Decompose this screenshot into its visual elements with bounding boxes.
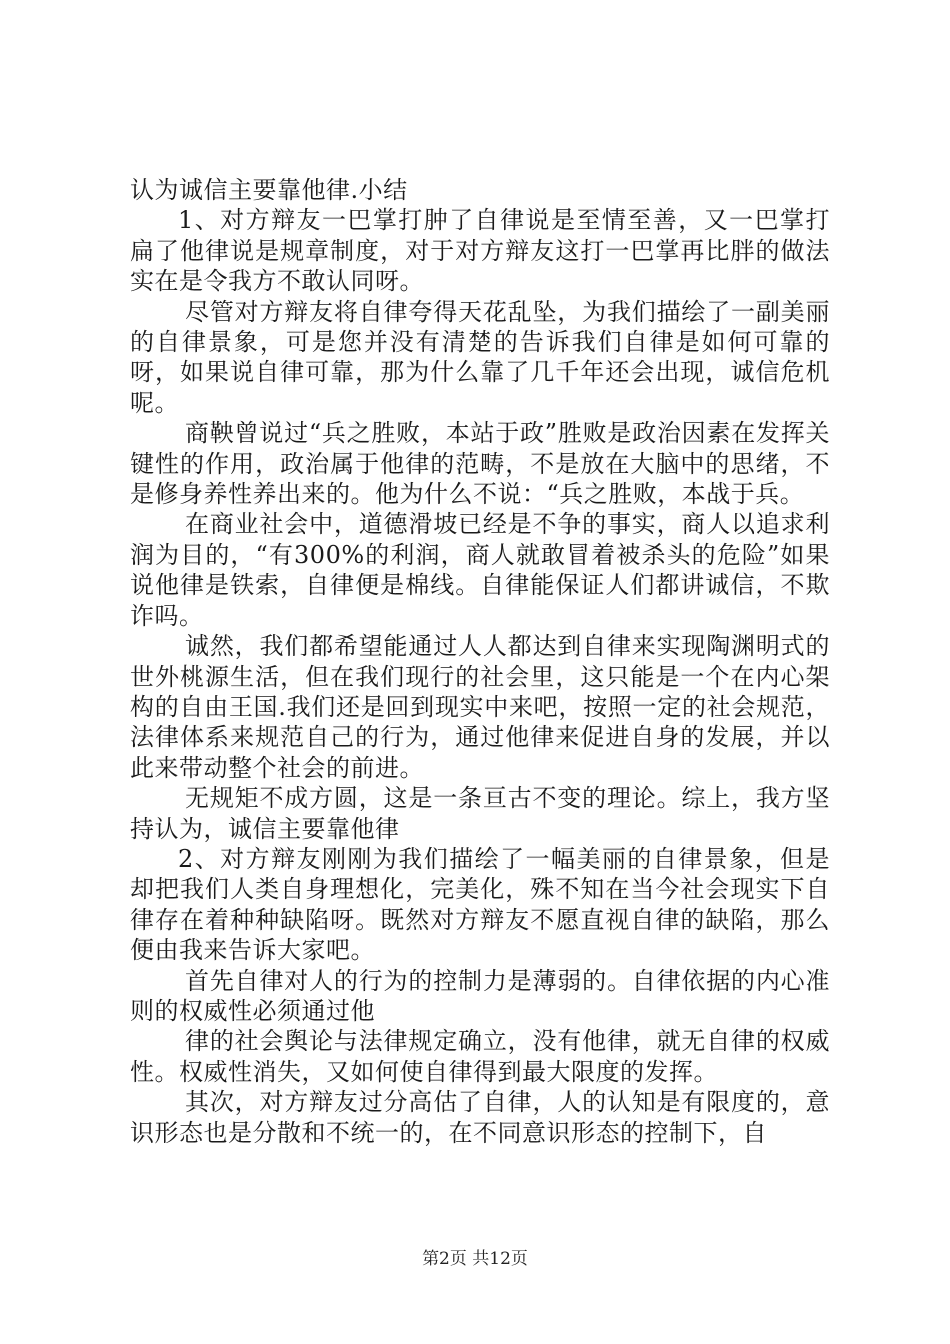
paragraph-1: 认为诚信主要靠他律.小结 <box>130 176 408 204</box>
paragraph-8: 2、对方辩友刚刚为我们描绘了一幅美丽的自律景象，但是却把我们人类自身理想化，完美化，殊不知在当今社会现实下自律存在着种种缺陷呀。既然对方辩友不愿直视自律的缺陷，那么便由我来告诉大家吧。 <box>130 844 830 965</box>
paragraph-4: 商鞅曾说过“兵之胜败，本站于政”胜败是政治因素在发挥关键性的作用，政治属于他律的范畴，不是放在大脑中的思绪，不是修身养性养出来的。他为什么不说：“兵之胜败，本战于兵。 <box>130 419 830 509</box>
paragraph-2: 1、对方辩友一巴掌打肿了自律说是至情至善，又一巴掌打扁了他律说是规章制度，对于对方辩友这打一巴掌再比胖的做法实在是令我方不敢认同呀。 <box>130 206 830 296</box>
paragraph-9: 首先自律对人的行为的控制力是薄弱的。自律依据的内心准则的权威性必须通过他 <box>130 966 830 1025</box>
paragraph-7: 无规矩不成方圆，这是一条亘古不变的理论。综上，我方坚持认为，诚信主要靠他律 <box>130 784 830 843</box>
paragraph-10: 律的社会舆论与法律规定确立，没有他律，就无自律的权威性。权威性消失，又如何使自律得到最大限度的发挥。 <box>130 1027 830 1086</box>
document-body <box>130 175 830 1148</box>
page-number-label: 第2页 共12页 <box>422 1249 528 1269</box>
paragraph-11: 其次，对方辩友过分高估了自律，人的认知是有限度的，意识形态也是分散和不统一的，在不同意识形态的控制下，自 <box>130 1088 830 1147</box>
paragraph-3: 尽管对方辩友将自律夸得天花乱坠，为我们描绘了一副美丽的自律景象，可是您并没有清楚的告诉我们自律是如何可靠的呀，如果说自律可靠，那为什么靠了几千年还会出现，诚信危机呢。 <box>130 297 830 417</box>
page-footer <box>0 1244 950 1269</box>
paragraph-5: 在商业社会中，道德滑坡已经是不争的事实，商人以追求利润为目的，“有300%的利润，商人就敢冒着被杀头的危险”如果说他律是铁索，自律便是棉线。自律能保证人们都讲诚信，不欺诈吗。 <box>130 510 830 630</box>
paragraph-6: 诚然，我们都希望能通过人人都达到自律来实现陶渊明式的世外桃源生活，但在我们现行的社会里，这只能是一个在内心架构的自由王国.我们还是回到现实中来吧，按照一定的社会规范，法律体系来规范自己的行为，通过他律来促进自身的发展，并以此来带动整个社会的前进。 <box>130 632 830 782</box>
